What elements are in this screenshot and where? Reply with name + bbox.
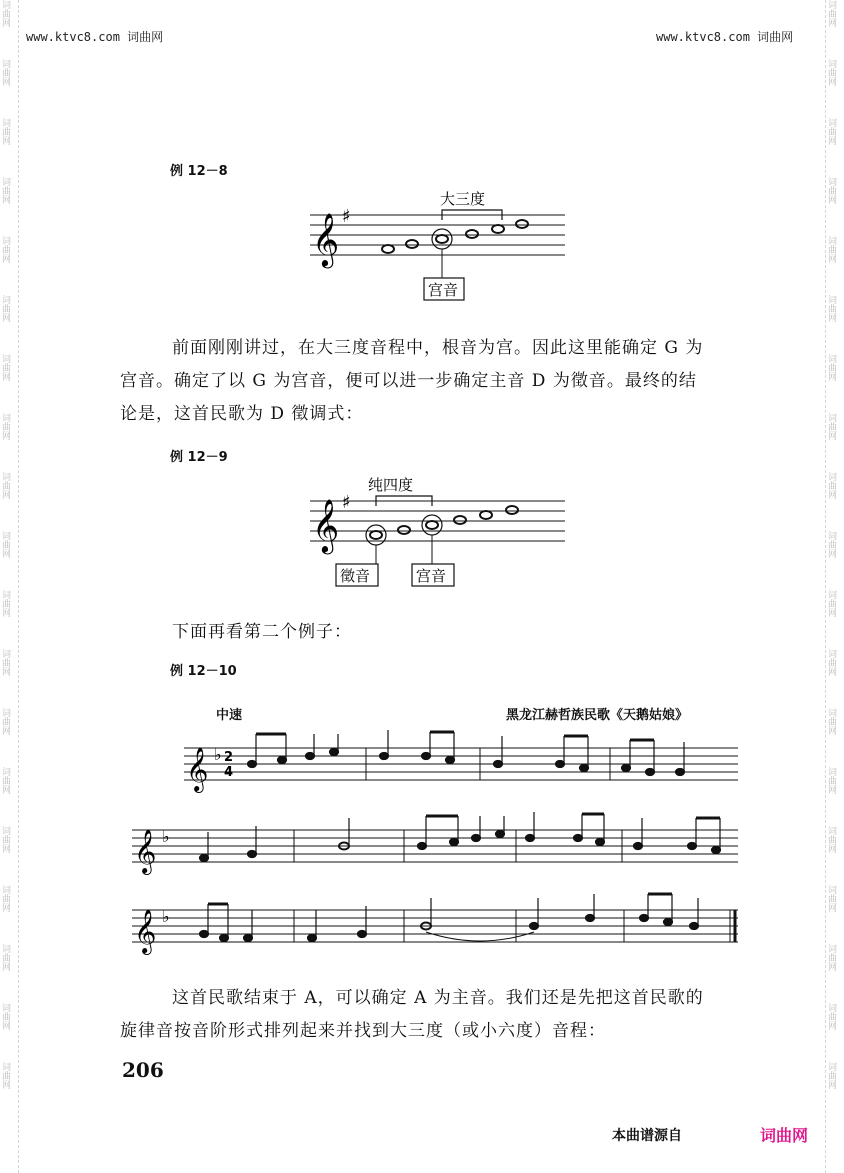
example-label-12-8: 例 12－8 <box>170 164 228 179</box>
left-watermark-strip <box>0 0 19 1173</box>
flat-icon: ♭ <box>214 745 222 764</box>
header-left-site[interactable]: www.ktvc8.com 词曲网 <box>26 30 164 44</box>
tempo-marking: 中速 <box>216 708 243 723</box>
watermark-text: 词曲网 <box>826 295 836 322</box>
watermark-text: 词曲网 <box>826 413 836 440</box>
watermark-text: 词曲网 <box>826 767 836 794</box>
watermark-text: 词曲网 <box>826 354 836 381</box>
footer-brand-link[interactable]: 词曲网 <box>760 1126 809 1145</box>
watermark-text: 词曲网 <box>0 708 10 735</box>
example-label-12-9: 例 12－9 <box>170 450 228 465</box>
watermark-text: 词曲网 <box>826 1003 836 1030</box>
watermark-text: 词曲网 <box>0 236 10 263</box>
watermark-text: 词曲网 <box>0 590 10 617</box>
watermark-text: 词曲网 <box>826 236 836 263</box>
paragraph-3-line-1: 这首民歌结束于 A，可以确定 A 为主音。我们还是先把这首民歌的 <box>172 988 704 1008</box>
note-a <box>466 230 478 238</box>
watermark-text: 词曲网 <box>0 177 10 204</box>
tie <box>426 932 534 941</box>
watermark-text: 词曲网 <box>0 885 10 912</box>
footer-source-text: 本曲谱源自 <box>612 1128 682 1144</box>
watermark-text: 词曲网 <box>826 59 836 86</box>
paragraph-3 <box>120 982 742 1048</box>
watermark-text: 词曲网 <box>826 885 836 912</box>
note-e <box>406 240 418 248</box>
watermark-text: 词曲网 <box>0 118 10 145</box>
example-label-12-10: 例 12－10 <box>170 664 237 679</box>
song-source: 黑龙江赫哲族民歌《天鹅姑娘》 <box>506 708 689 723</box>
watermark-text: 词曲网 <box>826 118 836 145</box>
watermark-text: 词曲网 <box>826 708 836 735</box>
paragraph-1-line-2: 宫音。确定了以 G 为宫音，便可以进一步确定主音 D 为徵音。最终的结 <box>120 371 697 391</box>
treble-clef-icon: 𝄞 <box>134 829 157 873</box>
flat-icon: ♭ <box>162 907 170 926</box>
paragraph-3-line-2: 旋律音按音阶形式排列起来并找到大三度（或小六度）音程： <box>120 1021 606 1041</box>
staff-system-2 <box>132 830 738 862</box>
watermark-text: 词曲网 <box>826 649 836 676</box>
treble-clef-icon: 𝄞 <box>312 498 340 552</box>
note-b <box>480 511 492 519</box>
treble-clef-icon: 𝄞 <box>134 909 157 953</box>
watermark-text: 词曲网 <box>826 177 836 204</box>
paragraph-1-line-3: 论是，这首民歌为 D 徵调式： <box>120 404 364 424</box>
treble-clef-icon: 𝄞 <box>312 212 340 266</box>
watermark-text: 词曲网 <box>0 354 10 381</box>
watermark-text: 词曲网 <box>0 1062 10 1089</box>
watermark-text: 词曲网 <box>0 59 10 86</box>
note-b <box>492 225 504 233</box>
watermark-text: 词曲网 <box>0 767 10 794</box>
staff-example-12-8 <box>300 180 590 305</box>
melody-score <box>120 718 750 958</box>
page-number: 206 <box>122 1058 164 1082</box>
note-g <box>436 235 448 243</box>
treble-clef-icon: 𝄞 <box>186 747 209 791</box>
flat-icon: ♭ <box>162 827 170 846</box>
note-d2 <box>516 220 528 228</box>
watermark-text: 词曲网 <box>826 826 836 853</box>
paragraph-2 <box>172 616 742 649</box>
paragraph-2-line-1: 下面再看第二个例子： <box>172 622 352 642</box>
staff-system-1 <box>184 748 738 780</box>
interval-label: 纯四度 <box>368 476 414 494</box>
watermark-text: 词曲网 <box>0 472 10 499</box>
watermark-text: 词曲网 <box>0 295 10 322</box>
watermark-text: 词曲网 <box>0 944 10 971</box>
note-d2 <box>506 506 518 514</box>
right-watermark-strip <box>825 0 844 1173</box>
watermark-text: 词曲网 <box>826 472 836 499</box>
notes-system-1 <box>248 730 685 776</box>
watermark-text: 词曲网 <box>0 649 10 676</box>
box-label-gong: 宫音 <box>428 281 459 299</box>
time-sig-bottom: 4 <box>224 765 234 780</box>
interval-label: 大三度 <box>440 190 486 208</box>
paragraph-1-line-1: 前面刚刚讲过，在大三度音程中，根音为宫。因此这里能确定 G 为 <box>172 338 704 358</box>
watermark-text: 词曲网 <box>826 1062 836 1089</box>
note-e <box>398 526 410 534</box>
header-right-site[interactable]: www.ktvc8.com 词曲网 <box>656 30 794 44</box>
sharp-icon: ♯ <box>342 492 351 513</box>
watermark-text: 词曲网 <box>0 413 10 440</box>
watermark-text: 词曲网 <box>0 531 10 558</box>
note-d <box>382 245 394 253</box>
watermark-text: 词曲网 <box>0 0 10 27</box>
watermark-text: 词曲网 <box>826 0 836 27</box>
note-g <box>426 521 438 529</box>
watermark-text: 词曲网 <box>826 531 836 558</box>
staff-example-12-9 <box>300 466 590 591</box>
note-d <box>370 531 382 539</box>
watermark-text: 词曲网 <box>826 944 836 971</box>
note-a <box>454 516 466 524</box>
watermark-text: 词曲网 <box>826 590 836 617</box>
paragraph-1 <box>120 332 742 431</box>
box-label-gong: 宫音 <box>416 567 447 585</box>
sharp-icon: ♯ <box>342 206 351 227</box>
time-sig-top: 2 <box>224 750 234 765</box>
watermark-text: 词曲网 <box>0 1003 10 1030</box>
watermark-text: 词曲网 <box>0 826 10 853</box>
box-label-zhi: 徵音 <box>340 567 371 585</box>
